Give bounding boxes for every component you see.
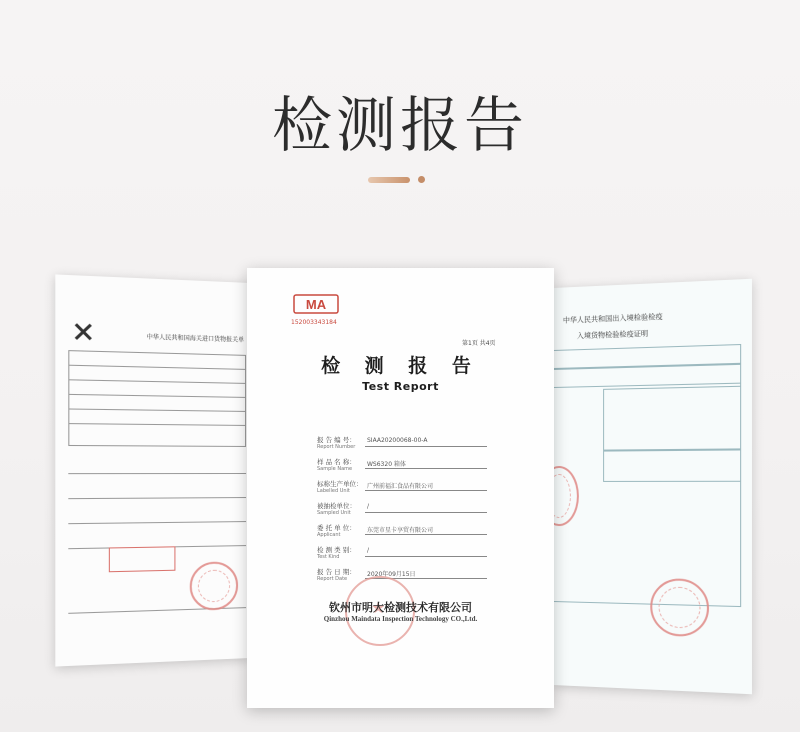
field-underline [365, 512, 487, 513]
report-title: 检 测 报 告 [321, 355, 480, 377]
field-label-en: Report Number [317, 444, 356, 450]
page-number: 第1页 共4页 [462, 340, 496, 347]
field-value: / [367, 503, 370, 510]
field-value: 2020年09月15日 [367, 571, 416, 578]
field-label-en: Sample Name [317, 466, 353, 472]
labelled-unit-field [317, 479, 487, 499]
field-label: 检 测 类 别： [317, 546, 356, 554]
cma-number: 152003343184 [291, 319, 337, 326]
field-underline [365, 468, 487, 469]
field-label-en: Sampled Unit [317, 510, 351, 516]
field-label: 样 品 名 称： [317, 458, 356, 466]
table-line [553, 363, 741, 388]
field-label-en: Report Date [317, 576, 348, 582]
field-label: 被抽检单位： [317, 502, 356, 510]
table-line [603, 448, 741, 482]
page-title: 检测报告 [272, 91, 528, 161]
field-underline [365, 446, 487, 447]
company-name-en: Qinzhou Maindata Inspection Technology CO.,Ltd. [323, 615, 478, 623]
title-accent-bar [368, 177, 410, 183]
certificate-header-line1: 中华人民共和国出入境检验检疫 [562, 312, 663, 325]
table-line [603, 386, 741, 452]
table-line [68, 521, 246, 524]
sample-name-field [317, 457, 487, 477]
field-value: 广州前福汇食品有限公司 [367, 483, 434, 490]
certificate-header-line2: 入境货物检验检疫证明 [576, 329, 649, 341]
table-line [68, 473, 246, 474]
field-label: 报 告 日 期： [317, 568, 356, 576]
field-label-en: Labelled Unit [317, 488, 350, 494]
report-number-field [317, 435, 487, 455]
customs-declaration-document [55, 274, 250, 666]
field-label: 标称生产单位： [317, 480, 363, 488]
field-label-en: Test Kind [317, 554, 340, 560]
customs-document-header: 中华人民共和国海关进口货物报关单 [146, 333, 245, 344]
field-value: / [367, 547, 370, 554]
red-round-seal [650, 578, 709, 637]
field-value: SIAA20200068-00-A [367, 437, 428, 444]
field-value: 东莞市星卡享贸有限公司 [367, 527, 434, 534]
applicant-field [317, 523, 487, 543]
customs-emblem-icon [73, 321, 94, 342]
red-rect-stamp [109, 546, 176, 572]
cma-logo-text: MA [305, 297, 327, 312]
field-underline [365, 490, 487, 491]
field-value: WS6320 箱体 [367, 461, 406, 468]
title-accent-dot [418, 176, 425, 183]
cma-logo-icon [293, 294, 339, 314]
table-line [68, 497, 246, 499]
red-round-seal [190, 561, 238, 611]
company-name-cn: 钦州市明大检测技术有限公司 [329, 601, 472, 614]
field-underline [365, 556, 487, 557]
field-label-en: Applicant [317, 532, 341, 538]
report-subtitle: Test Report [362, 380, 439, 393]
sampled-unit-field [317, 501, 487, 521]
inspection-certificate-document [553, 279, 752, 695]
field-label: 委 托 单 位： [317, 524, 356, 532]
field-label: 报 告 编 号： [317, 436, 356, 444]
test-kind-field [317, 545, 487, 565]
test-report-document [247, 268, 554, 708]
field-underline [365, 534, 487, 535]
